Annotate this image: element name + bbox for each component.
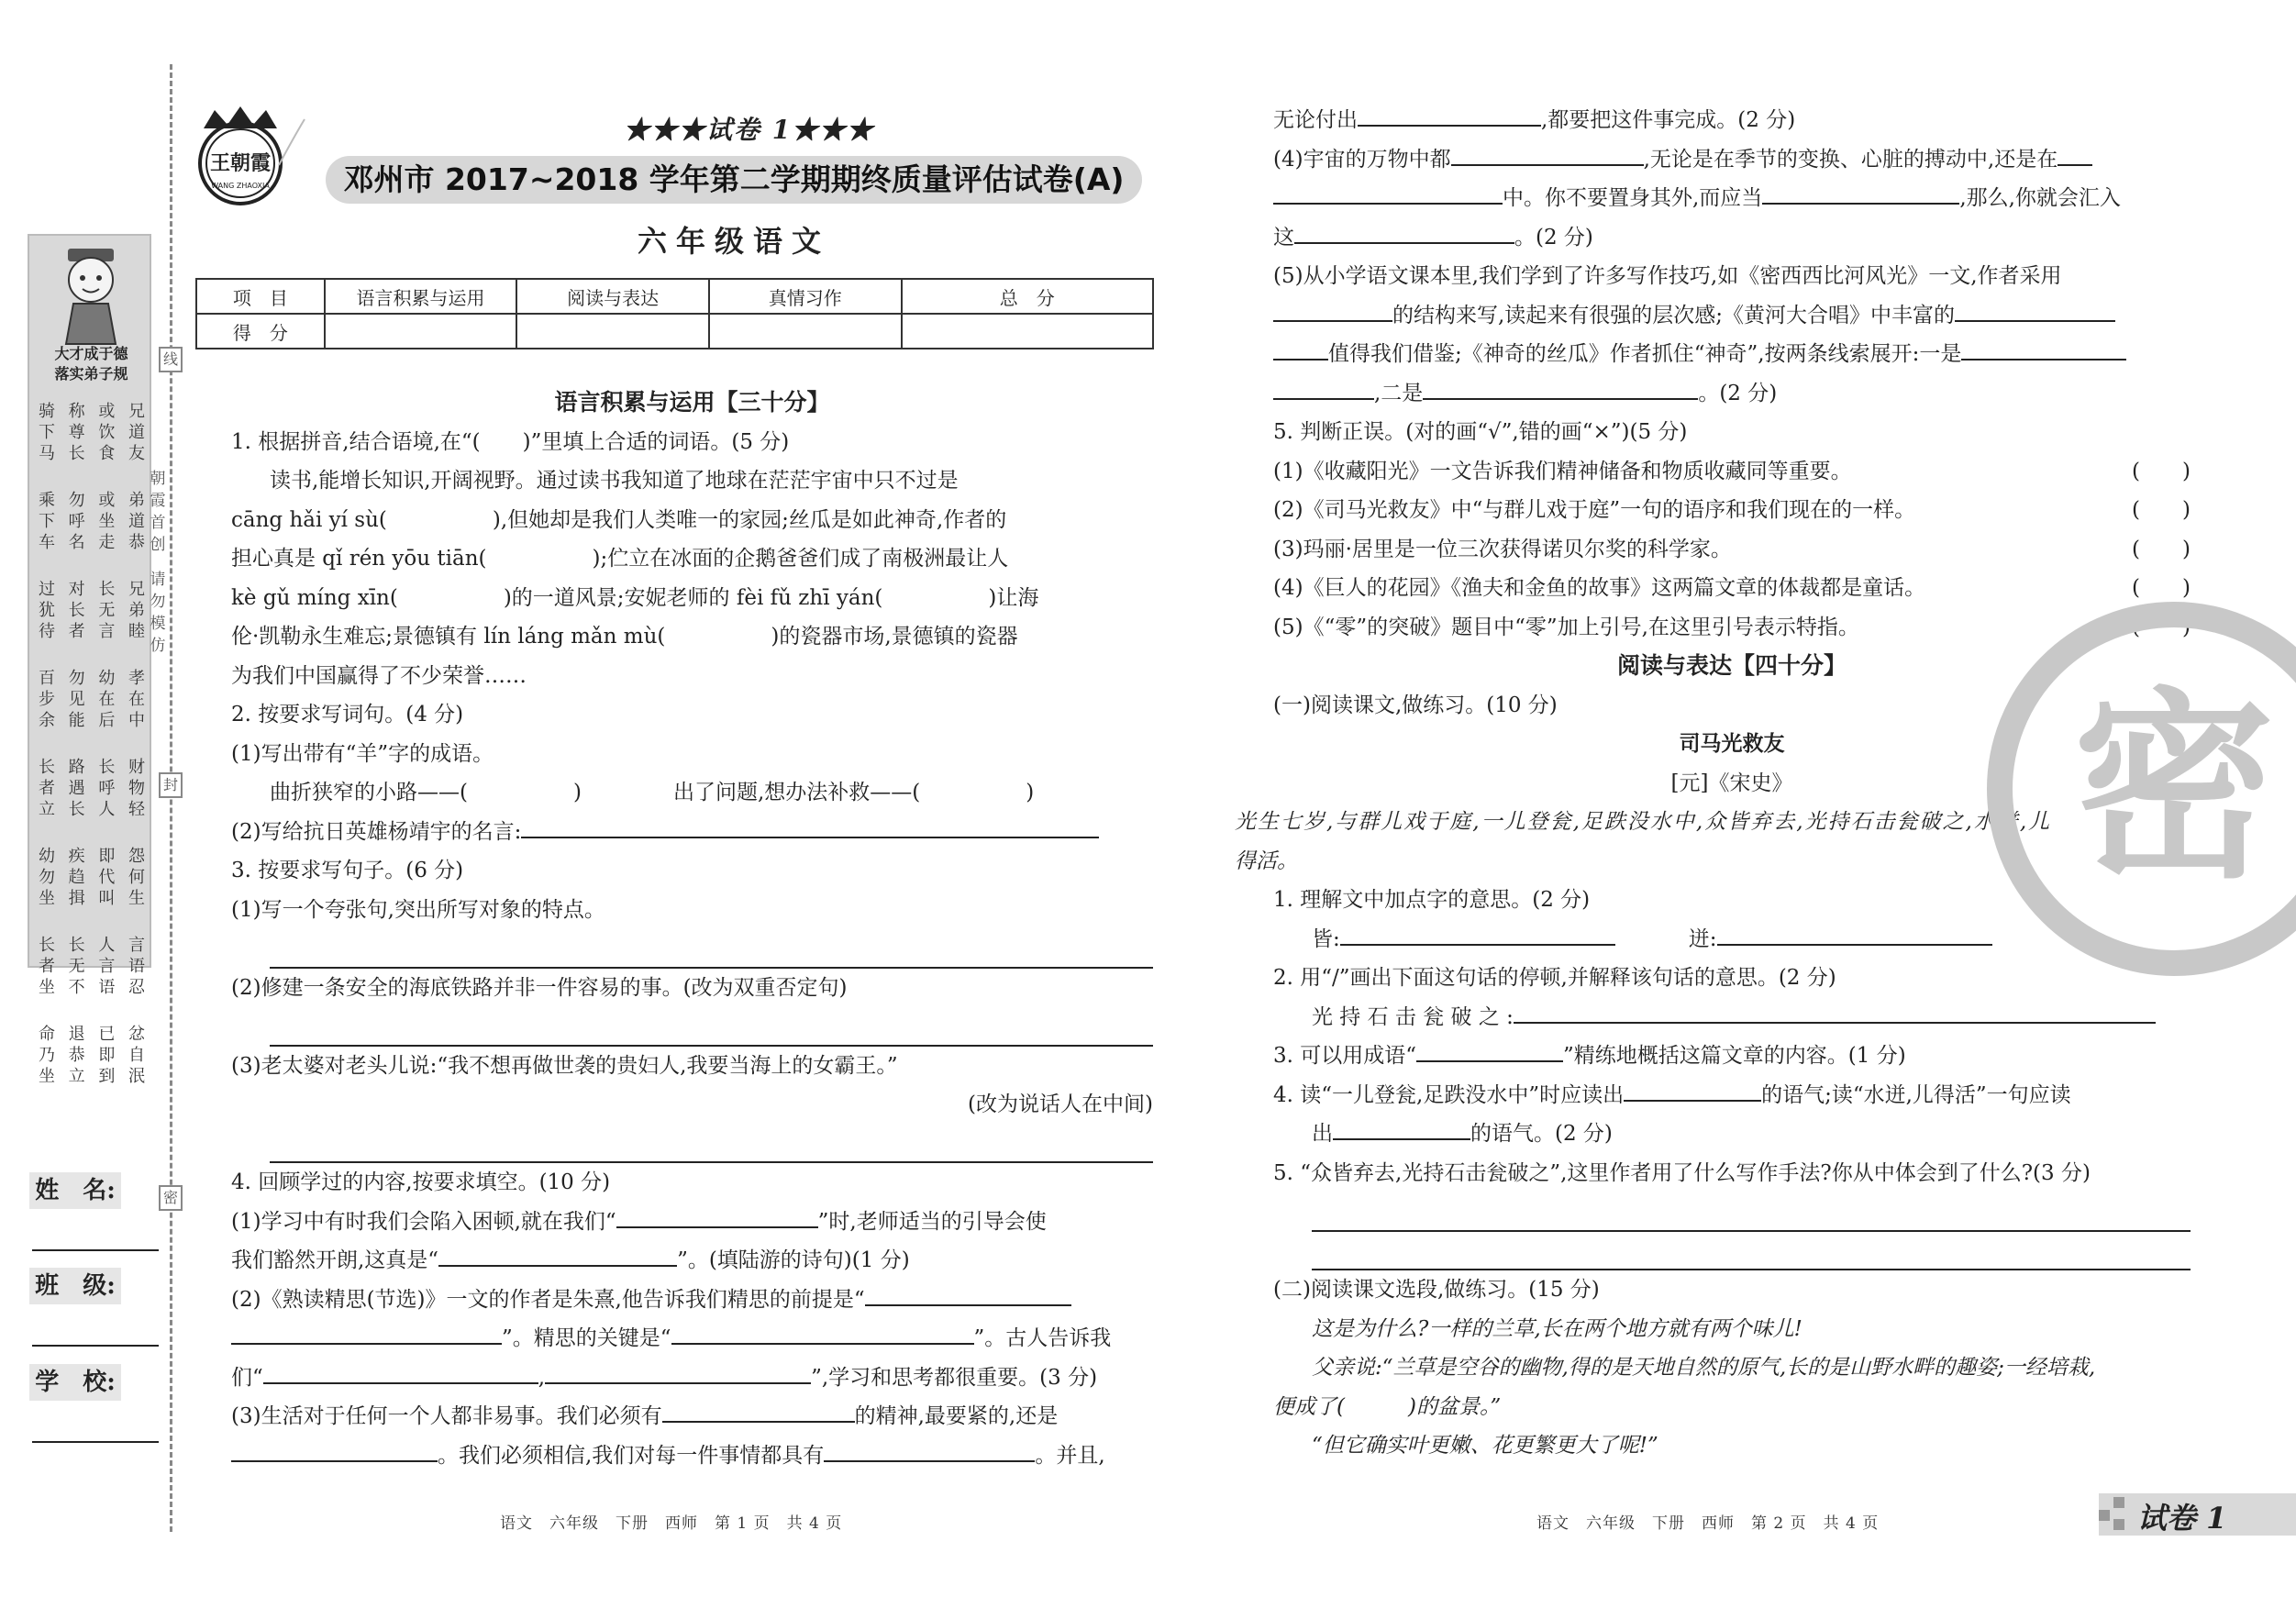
question-4-1-cont bbox=[231, 1241, 1153, 1281]
rule-block bbox=[37, 490, 147, 553]
question-3-1: (1)写一个夸张句,突出所写对象的特点。 bbox=[231, 897, 605, 922]
q4-3-text: ,都要把这件事完成。(2 分) bbox=[1541, 108, 1796, 132]
motto-line-2: 落实弟子规 bbox=[54, 365, 128, 383]
reading-question-4-cont bbox=[1273, 1115, 2191, 1154]
rule-column: 长呼人 bbox=[98, 758, 116, 819]
judge-item-text: (4)《巨人的花园》《渔夫和金鱼的故事》这两篇文章的体裁都是童话。 bbox=[1273, 576, 1926, 600]
name-field[interactable] bbox=[32, 1249, 159, 1251]
decor-square bbox=[2113, 1519, 2124, 1530]
answer-blank[interactable] bbox=[1333, 1116, 1470, 1140]
rule-block bbox=[37, 935, 147, 998]
question-4-5: (5)从小学语文课本里,我们学到了许多写作技巧,如《密西西比河风光》一文,作者采用 bbox=[1273, 264, 2062, 288]
rule-column: 或饮食 bbox=[98, 402, 116, 463]
rule-block bbox=[37, 401, 147, 464]
q4-4-text: ,那么,你就会汇入 bbox=[1959, 186, 2121, 210]
answer-blank[interactable] bbox=[1294, 220, 1514, 244]
passage-text: “但它确实叶更嫩、花更繁更大了呢!” bbox=[1312, 1434, 1658, 1458]
class-label: 班 级: bbox=[29, 1268, 121, 1304]
rule-block bbox=[37, 846, 147, 909]
rule-column: 疾趋揖 bbox=[68, 847, 85, 908]
judge-answer-box[interactable]: ( ) bbox=[2132, 459, 2191, 483]
subject-title: 六年级语文 bbox=[637, 224, 830, 259]
rule-column: 对长者 bbox=[68, 580, 85, 641]
page-footer-right: 语文 六年级 下册 西师 第 2 页 共 4 页 bbox=[1536, 1514, 1880, 1533]
answer-blank[interactable] bbox=[662, 1399, 855, 1423]
judge-item-text: (2)《司马光救友》中“与群儿戏于庭”一句的语序和我们现在的一样。 bbox=[1273, 498, 1916, 522]
answer-line[interactable] bbox=[270, 1125, 1153, 1164]
rule-column: 或坐走 bbox=[98, 491, 116, 552]
publisher-logo bbox=[183, 101, 307, 211]
motto-line-1: 大才成于德 bbox=[54, 345, 128, 362]
judge-item bbox=[1273, 452, 2191, 492]
story-text: 光生七岁,与群儿戏于庭,一儿登瓮,足跌没水中,众皆弃去,光持石击瓮破之,水迸,儿 bbox=[1235, 810, 2052, 834]
q4-3-text: 的精神,最要紧的,还是 bbox=[854, 1404, 1059, 1428]
q4-4-text: 这 bbox=[1273, 225, 1294, 250]
answer-blank[interactable] bbox=[2058, 142, 2092, 166]
rule-column: 退恭立 bbox=[68, 1025, 85, 1086]
answer-blank[interactable] bbox=[1273, 298, 1392, 322]
q4-4-text: 中。你不要置身其外,而应当 bbox=[1503, 186, 1763, 210]
rq1-char: 迸: bbox=[1688, 926, 1717, 951]
rule-block bbox=[37, 757, 147, 820]
rq4-text: 的语气;读“水迸,儿得活”一句应读 bbox=[1761, 1082, 2071, 1107]
reading-question-2-sentence bbox=[1273, 998, 2191, 1037]
story-title: 司马光救友 bbox=[1679, 731, 1785, 756]
question-1: 1. 根据拼音,结合语境,在“( )”里填上合适的词语。(5 分) bbox=[231, 429, 790, 454]
rq3-text: 3. 可以用成语“ bbox=[1273, 1044, 1417, 1068]
question-2: 2. 按要求写词句。(4 分) bbox=[231, 703, 464, 726]
answer-blank[interactable] bbox=[231, 1438, 438, 1462]
page-footer-left: 语文 六年级 下册 西师 第 1 页 共 4 页 bbox=[500, 1514, 843, 1533]
judge-item-text: (3)玛丽·居里是一位三次获得诺贝尔奖的科学家。 bbox=[1273, 537, 1732, 561]
school-label: 学 校: bbox=[29, 1364, 121, 1401]
reading-question-5: 5. “众皆弃去,光持石击瓮破之”,这里作者用了什么写作手法?你从中体会到了什么?(3 分) bbox=[1273, 1160, 2091, 1185]
school-field[interactable] bbox=[32, 1441, 159, 1443]
passage-text: 父亲说:“兰草是空谷的幽物,得的是天地自然的原气,长的是山野水畔的趣姿;一经培栽, bbox=[1312, 1356, 2096, 1380]
left-column bbox=[231, 383, 1153, 1475]
sidebar-rules bbox=[37, 401, 147, 1113]
q4-3-text: 。我们必须相信,我们对每一件事情都具有 bbox=[438, 1443, 825, 1468]
score-cell[interactable] bbox=[516, 314, 709, 349]
question-4-4-cont bbox=[1273, 179, 2191, 218]
rule-column: 勿呼名 bbox=[68, 491, 85, 552]
rule-column: 怨何生 bbox=[128, 847, 145, 908]
score-cell[interactable] bbox=[709, 314, 902, 349]
rule-column: 财物轻 bbox=[128, 758, 145, 819]
q4-3-text: (3)生活对于任何一个人都非易事。我们必须有 bbox=[231, 1404, 662, 1428]
passage-text: 便成了( )的盆景。” bbox=[1273, 1394, 1502, 1419]
class-field[interactable] bbox=[32, 1345, 159, 1347]
score-table-header-row bbox=[196, 279, 1153, 314]
rule-column: 长无不 bbox=[68, 936, 85, 997]
question-4-2 bbox=[231, 1281, 1153, 1320]
question-1-text: 为我们中国赢得了不少荣誉…… bbox=[231, 663, 527, 688]
score-row-label: 得 分 bbox=[196, 314, 325, 349]
score-cell[interactable] bbox=[325, 314, 517, 349]
seal-mark-xian: 线 bbox=[159, 347, 183, 372]
answer-blank[interactable] bbox=[521, 815, 1099, 838]
answer-blank[interactable] bbox=[1451, 142, 1644, 166]
rule-column: 骑下马 bbox=[39, 402, 55, 463]
answer-blank[interactable] bbox=[671, 1321, 974, 1345]
answer-line[interactable] bbox=[1312, 1192, 2191, 1232]
seal-mark-mi: 密 bbox=[159, 1185, 183, 1211]
confidential-seal-icon bbox=[1981, 596, 2296, 981]
rule-column: 幼勿坐 bbox=[39, 847, 55, 908]
story-text: 得活。 bbox=[1235, 848, 1298, 873]
answer-blank[interactable] bbox=[1423, 376, 1698, 400]
question-3: 3. 按要求写句子。(6 分) bbox=[231, 859, 464, 882]
judge-answer-box[interactable]: ( ) bbox=[2132, 498, 2191, 522]
name-label: 姓 名: bbox=[29, 1172, 121, 1209]
question-2-2 bbox=[231, 813, 1153, 852]
q4-5-text: 。(2 分) bbox=[1698, 381, 1778, 405]
answer-blank[interactable] bbox=[1717, 922, 1992, 946]
rule-column: 长者坐 bbox=[39, 936, 55, 997]
judge-item-text: (5)《“零”的突破》题目中“零”加上引号,在这里引号表示特指。 bbox=[1273, 615, 1859, 639]
rule-column: 长者立 bbox=[39, 758, 55, 819]
question-1-text: 伦·凯勒永生难忘;景德镇有 lín láng mǎn mù( )的瓷器市场,景德镇的瓷器 bbox=[231, 625, 1018, 649]
score-table bbox=[195, 278, 1154, 349]
q4-1-text: ”时,老师适当的引导会使 bbox=[817, 1209, 1047, 1234]
judge-item-text: (1)《收藏阳光》一文告诉我们精神储备和物质收藏同等重要。 bbox=[1273, 459, 1852, 483]
rule-column: 兄弟睦 bbox=[128, 580, 145, 641]
vertical-note-1: 朝霞首创 bbox=[150, 470, 166, 554]
rule-column: 过犹待 bbox=[39, 580, 55, 641]
rule-column: 人言语 bbox=[98, 936, 116, 997]
seal-mark-feng: 封 bbox=[159, 772, 183, 798]
answer-blank[interactable] bbox=[1961, 337, 2126, 360]
q4-5-text: 的结构来写,读起来有很强的层次感;《黄河大合唱》中丰富的 bbox=[1392, 303, 1956, 327]
question-4-3-end bbox=[1273, 101, 2191, 140]
question-3-3-hint: (改为说话人在中间) bbox=[968, 1092, 1153, 1116]
rule-column: 兄道友 bbox=[128, 402, 145, 463]
seal-text: 密 bbox=[2072, 668, 2276, 905]
score-header-cell: 总 分 bbox=[902, 279, 1154, 314]
rule-column: 孝在中 bbox=[128, 669, 145, 730]
question-3-3: (3)老太婆对老头儿说:“我不想再做世袭的贵妇人,我要当海上的女霸王。” bbox=[231, 1053, 898, 1078]
score-header-cell: 真情习作 bbox=[709, 279, 902, 314]
judge-item bbox=[1273, 530, 2191, 570]
story-source: [元]《宋史》 bbox=[1670, 771, 1793, 795]
judge-answer-box[interactable]: ( ) bbox=[2132, 537, 2191, 561]
question-4-3-cont bbox=[231, 1436, 1153, 1476]
rule-column: 命乃坐 bbox=[39, 1025, 55, 1086]
q4-1-text: (1)学习中有时我们会陷入困顿,就在我们“ bbox=[231, 1209, 616, 1234]
rq1-char: 皆: bbox=[1312, 926, 1340, 951]
decor-square bbox=[2113, 1497, 2124, 1508]
section-title-language: 语言积累与运用【三十分】 bbox=[554, 389, 830, 416]
rule-column: 幼在后 bbox=[98, 669, 116, 730]
score-header-cell: 语言积累与运用 bbox=[325, 279, 517, 314]
q4-3-text: 。并且, bbox=[1035, 1443, 1105, 1468]
q4-1-text: ”。(填陆游的诗句)(1 分) bbox=[677, 1248, 910, 1272]
question-4-3 bbox=[231, 1397, 1153, 1436]
question-1-text: 担心真是 qǐ rén yōu tiān( );伫立在冰面的企鹅爸爸们成了南极洲最让人 bbox=[231, 547, 1009, 571]
rule-column: 言语忍 bbox=[128, 936, 145, 997]
rule-column: 乘下车 bbox=[39, 491, 55, 552]
question-4: 4. 回顾学过的内容,按要求填空。(10 分) bbox=[231, 1170, 611, 1194]
passage-text: 这是为什么?一样的兰草,长在两个地方就有两个味儿! bbox=[1312, 1316, 1802, 1341]
rq4-text: 的语气。(2 分) bbox=[1470, 1122, 1613, 1146]
q4-2-text: 们“ bbox=[231, 1365, 263, 1390]
answer-blank[interactable] bbox=[263, 1360, 538, 1384]
judge-answer-box[interactable]: ( ) bbox=[2132, 576, 2191, 600]
answer-blank[interactable] bbox=[1340, 922, 1615, 946]
answer-blank[interactable] bbox=[1416, 1038, 1563, 1062]
answer-blank[interactable] bbox=[865, 1282, 1071, 1306]
score-header-cell: 项 目 bbox=[196, 279, 325, 314]
paper-series-label: ★★★试卷 1★★★ bbox=[624, 115, 875, 145]
reading-part-2: (二)阅读课文选段,做练习。(15 分) bbox=[1273, 1278, 1600, 1302]
reading-part-1: (一)阅读课文,做练习。(10 分) bbox=[1273, 693, 1558, 717]
q4-3-text: 无论付出 bbox=[1273, 108, 1358, 132]
sidebar-motto bbox=[35, 344, 148, 384]
rule-block bbox=[37, 1024, 147, 1087]
q4-2-text: (2)《熟读精思(节选)》一文的作者是朱熹,他告诉我们精思的前提是“ bbox=[231, 1287, 865, 1312]
logo-text: 王朝霞 bbox=[209, 151, 272, 175]
question-4-4 bbox=[1273, 140, 2191, 180]
q4-2-text: ”。精思的关键是“ bbox=[502, 1326, 671, 1350]
answer-blank[interactable] bbox=[1762, 181, 1959, 205]
question-2-2-text: (2)写给抗日英雄杨靖宇的名言: bbox=[231, 819, 522, 844]
answer-blank[interactable] bbox=[616, 1204, 818, 1228]
answer-blank[interactable] bbox=[438, 1243, 677, 1267]
rq4-text: 4. 读“一儿登瓮,足跌没水中”时应读出 bbox=[1273, 1082, 1625, 1107]
binding-dashed-line bbox=[170, 64, 172, 1532]
question-3-2: (2)修建一条安全的海底铁路并非一件容易的事。(改为双重否定句) bbox=[231, 975, 848, 1000]
q4-5-text: 值得我们借鉴;《神奇的丝瓜》作者抓住“神奇”,按两条线索展开:一是 bbox=[1328, 342, 1962, 366]
rule-column: 弟道恭 bbox=[128, 491, 145, 552]
reading-question-3 bbox=[1273, 1037, 2191, 1076]
rq4-text: 出 bbox=[1312, 1122, 1333, 1146]
reading-question-4 bbox=[1273, 1076, 2191, 1115]
reading-question-1: 1. 理解文中加点字的意思。(2 分) bbox=[1273, 888, 1591, 912]
rule-column: 称尊长 bbox=[68, 402, 85, 463]
idiom-item-b[interactable]: 出了问题,想办法补救——( ) bbox=[672, 781, 1035, 804]
question-4-5-cont bbox=[1273, 296, 2191, 336]
scholar-mascot-icon bbox=[50, 245, 132, 346]
logo-subtext: WANG ZHAOXIA bbox=[211, 182, 270, 190]
answer-blank[interactable] bbox=[545, 1360, 811, 1384]
question-5: 5. 判断正误。(对的画“√”,错的画“×”)(5 分) bbox=[1273, 420, 1688, 444]
vertical-note-2: 请勿模仿 bbox=[150, 571, 166, 655]
question-2-1: (1)写出带有“羊”字的成语。 bbox=[231, 741, 494, 766]
answer-line[interactable] bbox=[1312, 1232, 2191, 1271]
sidebar-panel bbox=[28, 234, 151, 1086]
question-1-text: 读书,能增长知识,开阔视野。通过读书我知道了地球在茫茫宇宙中只不过是 bbox=[270, 469, 959, 493]
q4-2-text: ”,学习和思考都很重要。(3 分) bbox=[811, 1365, 1098, 1390]
answer-blank[interactable] bbox=[1273, 181, 1503, 205]
rule-column: 即代叫 bbox=[98, 847, 116, 908]
rule-block bbox=[37, 668, 147, 731]
judge-item bbox=[1273, 491, 2191, 530]
rule-column: 百步余 bbox=[39, 669, 55, 730]
question-4-5-cont3 bbox=[1273, 374, 2191, 414]
score-header-cell: 阅读与表达 bbox=[516, 279, 709, 314]
answer-blank[interactable] bbox=[1624, 1078, 1761, 1102]
question-4-1 bbox=[231, 1203, 1153, 1242]
q4-4-text: ,无论是在季节的变换、心脏的搏动中,还是在 bbox=[1643, 147, 2058, 172]
score-cell[interactable] bbox=[902, 314, 1154, 349]
answer-line[interactable] bbox=[270, 929, 1153, 969]
answer-blank[interactable] bbox=[1955, 298, 2115, 322]
question-4-2-cont2 bbox=[231, 1359, 1153, 1398]
judge-answer-box[interactable]: ( ) bbox=[2132, 615, 2191, 639]
question-1-text: cāng hǎi yí sù( ),但她却是我们人类唯一的家园;丝瓜是如此神奇,作者的 bbox=[231, 507, 1007, 532]
question-1-text: kè gǔ míng xīn( )的一道风景;安妮老师的 fèi fǔ zhī yán( )让海 bbox=[231, 585, 1039, 610]
q4-1-text: 我们豁然开朗,这真是“ bbox=[231, 1248, 439, 1272]
answer-blank[interactable] bbox=[231, 1321, 502, 1345]
question-4-5-cont2 bbox=[1273, 335, 2191, 374]
rule-column: 路遇长 bbox=[68, 758, 85, 819]
question-4-4-cont2 bbox=[1273, 218, 2191, 258]
q4-4-text: (4)宇宙的万物中都 bbox=[1273, 147, 1451, 172]
reading-question-2: 2. 用“/”画出下面这句话的停顿,并解释该句话的意思。(2 分) bbox=[1273, 966, 1836, 990]
answer-blank[interactable] bbox=[1273, 337, 1328, 360]
rq2-sentence: 光 持 石 击 瓮 破 之 : bbox=[1312, 1004, 1514, 1029]
answer-blank[interactable] bbox=[1358, 103, 1541, 127]
rq3-text: ”精练地概括这篇文章的内容。(1 分) bbox=[1563, 1044, 1906, 1068]
paper-tag: 试卷 1 bbox=[2137, 1501, 2227, 1536]
rule-column: 勿见能 bbox=[68, 669, 85, 730]
exam-title: 邓州市 2017~2018 学年第二学期期终质量评估试卷(A) bbox=[343, 161, 1125, 197]
answer-line[interactable] bbox=[270, 1007, 1153, 1047]
section-title-reading: 阅读与表达【四十分】 bbox=[1616, 652, 1847, 679]
idiom-item-a[interactable]: 曲折狭窄的小路——( ) bbox=[270, 781, 582, 804]
rule-column: 已即到 bbox=[98, 1025, 116, 1086]
q4-2-text: , bbox=[538, 1365, 546, 1390]
question-2-1-items bbox=[231, 773, 1153, 813]
rule-column: 忿自泯 bbox=[128, 1025, 145, 1086]
answer-blank[interactable] bbox=[824, 1438, 1035, 1462]
question-4-2-cont bbox=[231, 1319, 1153, 1359]
q4-4-text: 。(2 分) bbox=[1514, 225, 1593, 250]
q4-2-text: ”。古人告诉我 bbox=[973, 1326, 1112, 1350]
rule-column: 长无言 bbox=[98, 580, 116, 641]
q4-5-text: ,二是 bbox=[1374, 381, 1424, 405]
decor-square bbox=[2099, 1510, 2110, 1521]
answer-blank[interactable] bbox=[1514, 1000, 2156, 1024]
rule-block bbox=[37, 579, 147, 642]
answer-blank[interactable] bbox=[1273, 376, 1374, 400]
score-table-score-row bbox=[196, 314, 1153, 349]
